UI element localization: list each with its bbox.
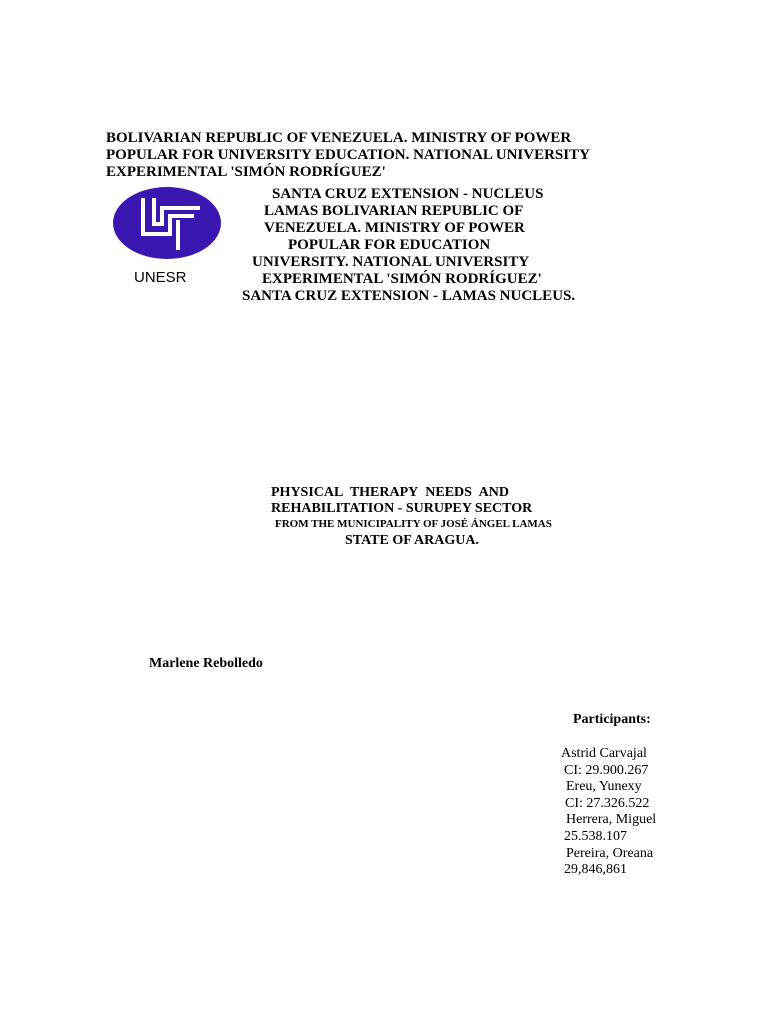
institution-header <box>106 130 590 181</box>
document-title <box>271 485 552 549</box>
author-name: Marlene Rebolledo <box>149 656 263 671</box>
subheader-line: UNIVERSITY. NATIONAL UNIVERSITY <box>252 254 530 270</box>
participant-line: CI: 27.326.522 <box>565 795 650 811</box>
institution-subheader <box>236 186 575 305</box>
participant-line: Herrera, Miguel <box>566 812 657 828</box>
title-line: REHABILITATION - SURUPEY SECTOR <box>271 501 533 516</box>
subheader-line: SANTA CRUZ EXTENSION - NUCLEUS <box>272 186 544 202</box>
title-line: FROM THE MUNICIPALITY OF JOSÉ ÁNGEL LAMAS <box>275 518 552 530</box>
header-line: POPULAR FOR UNIVERSITY EDUCATION. NATIONAL UNIVERSITY <box>106 147 590 163</box>
unesr-logo <box>112 186 222 260</box>
title-line: STATE OF ARAGUA. <box>345 533 479 548</box>
participant-line: 25.538.107 <box>564 828 627 844</box>
subheader-line: EXPERIMENTAL 'SIMÓN RODRÍGUEZ' <box>262 271 542 287</box>
logo-ellipse <box>113 187 221 259</box>
title-line: PHYSICAL THERAPY NEEDS AND <box>271 485 509 500</box>
logo-text: UNESR <box>134 269 187 286</box>
participant-line: Astrid Carvajal <box>561 746 647 761</box>
participant-line: 29,846,861 <box>564 862 627 878</box>
participants-label: Participants: <box>573 712 651 727</box>
participant-line: Pereira, Oreana <box>566 845 654 861</box>
subheader-line: VENEZUELA. MINISTRY OF POWER <box>264 220 525 236</box>
subheader-line: LAMAS BOLIVARIAN REPUBLIC OF <box>264 203 524 219</box>
participants-list <box>561 746 656 879</box>
subheader-line: POPULAR FOR EDUCATION <box>288 237 491 253</box>
subheader-line: SANTA CRUZ EXTENSION - LAMAS NUCLEUS. <box>242 288 576 304</box>
participant-line: Ereu, Yunexy <box>566 779 642 795</box>
header-line: BOLIVARIAN REPUBLIC OF VENEZUELA. MINISTRY OF POWER <box>106 130 572 146</box>
participant-line: CI: 29.900.267 <box>564 762 649 778</box>
header-line: EXPERIMENTAL 'SIMÓN RODRÍGUEZ' <box>106 164 386 180</box>
